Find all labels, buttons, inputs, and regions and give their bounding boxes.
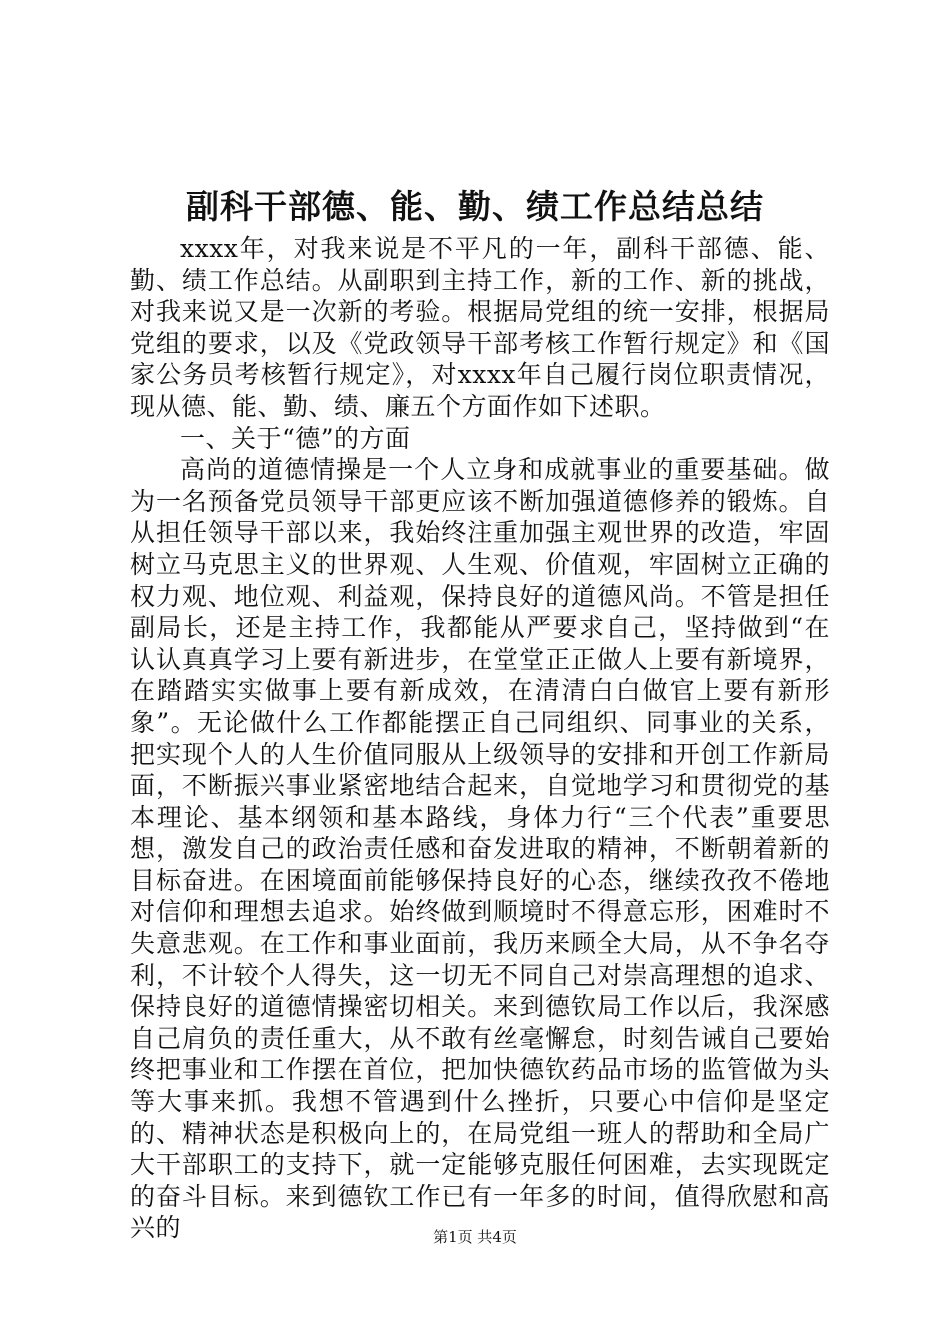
- intro-paragraph: xxxx年，对我来说是不平凡的一年，副科干部德、能、勤、绩工作总结。从副职到主持工作，新的工作、新的挑战，对我来说又是一次新的考验。根据局党组的统一安排，根据局党组的要求，以及《党政领导干部考核工作暂行规定》和《国家公务员考核暂行规定》，对xxxx年自己履行岗位职责情况，现从德、能、勤、绩、廉五个方面作如下述职。: [130, 234, 830, 421]
- page-footer: 第1页 共4页: [433, 1228, 517, 1246]
- section-heading-virtue: 一、关于“德”的方面: [180, 423, 411, 453]
- document-body: [130, 233, 830, 1244]
- virtue-paragraph: 高尚的道德情操是一个人立身和成就事业的重要基础。做为一名预备党员领导干部更应该不断加强道德修养的锻炼。自从担任领导干部以来，我始终注重加强主观世界的改造，牢固树立马克思主义的世界观、人生观、价值观，牢固树立正确的权力观、地位观、利益观，保持良好的道德风尚。不管是担任副局长，还是主持工作，我都能从严要求自己，坚持做到“在认认真真学习上要有新进步，在堂堂正正做人上要有新境界，在踏踏实实做事上要有新成效，在清清白白做官上要有新形象”。无论做什么工作都能摆正自己同组织、同事业的关系，把实现个人的人生价值同服从上级领导的安排和开创工作新局面，不断振兴事业紧密地结合起来，自觉地学习和贯彻党的基本理论、基本纲领和基本路线，身体力行“三个代表”重要思想，激发自己的政治责任感和奋发进取的精神，不断朝着新的目标奋进。在困境面前能够保持良好的心态，继续孜孜不倦地对信仰和理想去追求。始终做到顺境时不得意忘形，困难时不失意悲观。在工作和事业面前，我历来顾全大局，从不争名夺利，不计较个人得失，这一切无不同自己对崇高理想的追求、保持良好的道德情操密切相关。来到德钦局工作以后，我深感自己肩负的责任重大，从不敢有丝毫懈怠，时刻告诫自己要始终把事业和工作摆在首位，把加快德钦药品市场的监管做为头等大事来抓。我想不管遇到什么挫折，只要心中信仰是坚定的、精神状态是积极向上的，在局党组一班人的帮助和全局广大干部职工的支持下，就一定能够克服任何困难，去实现既定的奋斗目标。来到德钦工作已有一年多的时间，值得欣慰和高兴的: [130, 455, 830, 1243]
- document-title: 副科干部德、能、勤、绩工作总结总结: [186, 187, 764, 226]
